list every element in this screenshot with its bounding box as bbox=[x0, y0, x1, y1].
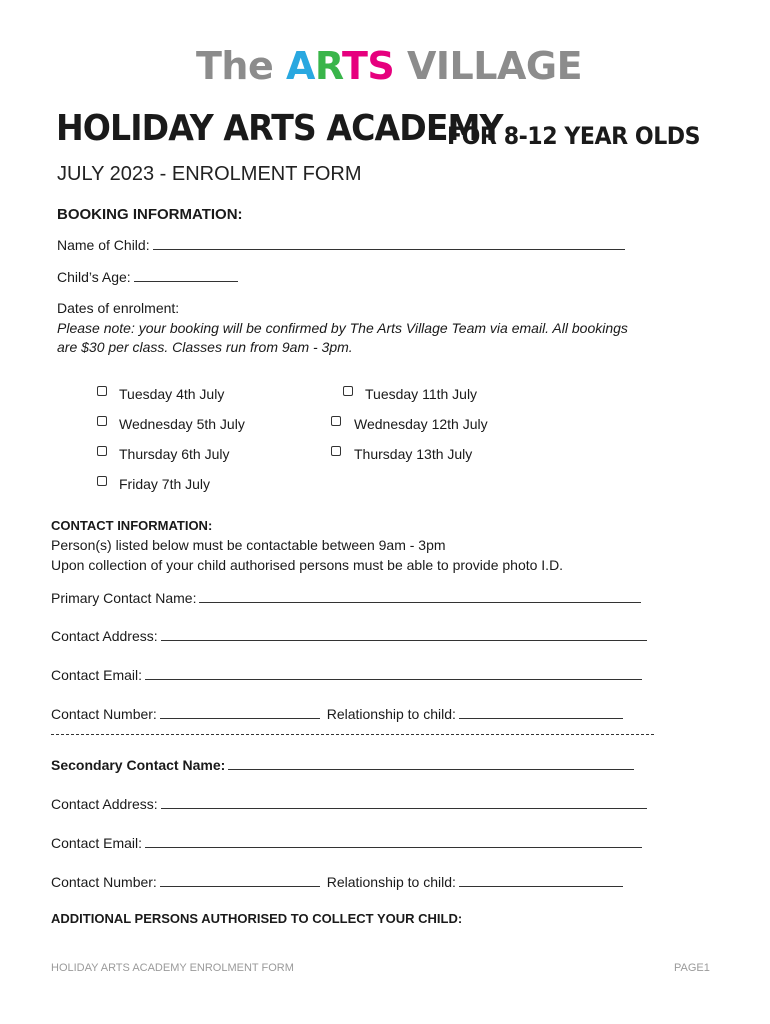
secondary-number-row bbox=[51, 873, 623, 890]
primary-address-field[interactable] bbox=[161, 627, 647, 641]
contact-note-line2: Upon collection of your child authorised persons must be able to provide photo I.D. bbox=[51, 557, 564, 573]
primary-number-row bbox=[51, 705, 623, 722]
checkbox-wednesday-5th[interactable] bbox=[97, 416, 107, 426]
secondary-number-label: Contact Number: bbox=[51, 874, 157, 890]
page-title-age-range: FOR 8-12 YEAR OLDS bbox=[447, 122, 701, 150]
primary-name-row bbox=[51, 589, 641, 606]
secondary-name-label: Secondary Contact Name: bbox=[51, 757, 226, 773]
logo-village: VILLAGE bbox=[407, 44, 583, 88]
footer-form-title: HOLIDAY ARTS ACADEMY ENROLMENT FORM bbox=[51, 962, 294, 974]
contact-heading: CONTACT INFORMATION: bbox=[51, 518, 213, 533]
child-age-field[interactable] bbox=[134, 268, 238, 282]
logo-arts bbox=[286, 44, 394, 88]
checkbox-thursday-6th[interactable] bbox=[97, 446, 107, 456]
primary-email-row bbox=[51, 666, 642, 683]
primary-name-label: Primary Contact Name: bbox=[51, 590, 197, 606]
primary-address-row bbox=[51, 627, 647, 644]
secondary-number-field[interactable] bbox=[160, 873, 320, 887]
secondary-address-field[interactable] bbox=[161, 795, 647, 809]
booking-heading: BOOKING INFORMATION: bbox=[57, 206, 243, 223]
additional-persons-heading: ADDITIONAL PERSONS AUTHORISED TO COLLECT YOUR CHILD: bbox=[51, 911, 463, 926]
primary-number-field[interactable] bbox=[160, 705, 320, 719]
date-friday-7th: Friday 7th July bbox=[119, 476, 211, 492]
logo-letter-a: A bbox=[285, 44, 315, 88]
logo-letter-r: R bbox=[314, 44, 342, 88]
dates-label: Dates of enrolment: bbox=[57, 300, 180, 316]
primary-relationship-field[interactable] bbox=[459, 705, 623, 719]
date-wednesday-5th: Wednesday 5th July bbox=[119, 416, 245, 432]
primary-relationship-label: Relationship to child: bbox=[326, 706, 456, 722]
date-tuesday-11th: Tuesday 11th July bbox=[365, 386, 478, 402]
secondary-email-field[interactable] bbox=[145, 834, 642, 848]
date-thursday-13th: Thursday 13th July bbox=[354, 446, 473, 462]
secondary-address-row bbox=[51, 795, 647, 812]
logo-the: The bbox=[196, 44, 274, 88]
section-divider bbox=[51, 734, 654, 735]
checkbox-friday-7th[interactable] bbox=[97, 476, 107, 486]
booking-note-line1: Please note: your booking will be confirmed by The Arts Village Team via email. All bookings bbox=[57, 320, 628, 336]
checkbox-tuesday-11th[interactable] bbox=[343, 386, 353, 396]
secondary-email-label: Contact Email: bbox=[51, 835, 143, 851]
child-name-label: Name of Child: bbox=[57, 237, 150, 253]
arts-village-logo bbox=[196, 44, 582, 88]
logo-letter-t: T bbox=[341, 44, 368, 88]
secondary-name-field[interactable] bbox=[228, 756, 634, 770]
logo-letter-s: S bbox=[367, 44, 395, 88]
date-thursday-6th: Thursday 6th July bbox=[119, 446, 230, 462]
date-tuesday-4th: Tuesday 4th July bbox=[119, 386, 225, 402]
primary-name-field[interactable] bbox=[199, 589, 641, 603]
primary-number-label: Contact Number: bbox=[51, 706, 157, 722]
child-name-row bbox=[57, 236, 625, 253]
checkbox-tuesday-4th[interactable] bbox=[97, 386, 107, 396]
page-title: HOLIDAY ARTS ACADEMY bbox=[56, 108, 503, 149]
secondary-relationship-label: Relationship to child: bbox=[326, 874, 456, 890]
checkbox-wednesday-12th[interactable] bbox=[331, 416, 341, 426]
secondary-relationship-field[interactable] bbox=[459, 873, 623, 887]
primary-email-field[interactable] bbox=[145, 666, 642, 680]
booking-note-line2: are $30 per class. Classes run from 9am - 3pm. bbox=[57, 339, 353, 355]
primary-address-label: Contact Address: bbox=[51, 628, 158, 644]
checkbox-thursday-13th[interactable] bbox=[331, 446, 341, 456]
child-age-row bbox=[57, 268, 238, 285]
secondary-name-row bbox=[51, 756, 634, 773]
date-wednesday-12th: Wednesday 12th July bbox=[354, 416, 488, 432]
secondary-email-row bbox=[51, 834, 642, 851]
form-subtitle: JULY 2023 - ENROLMENT FORM bbox=[57, 163, 362, 185]
child-age-label: Child’s Age: bbox=[57, 269, 131, 285]
secondary-address-label: Contact Address: bbox=[51, 796, 158, 812]
footer-page-number: PAGE1 bbox=[674, 962, 710, 974]
primary-email-label: Contact Email: bbox=[51, 667, 143, 683]
contact-note-line1: Person(s) listed below must be contactable between 9am - 3pm bbox=[51, 537, 446, 553]
child-name-field[interactable] bbox=[153, 236, 625, 250]
